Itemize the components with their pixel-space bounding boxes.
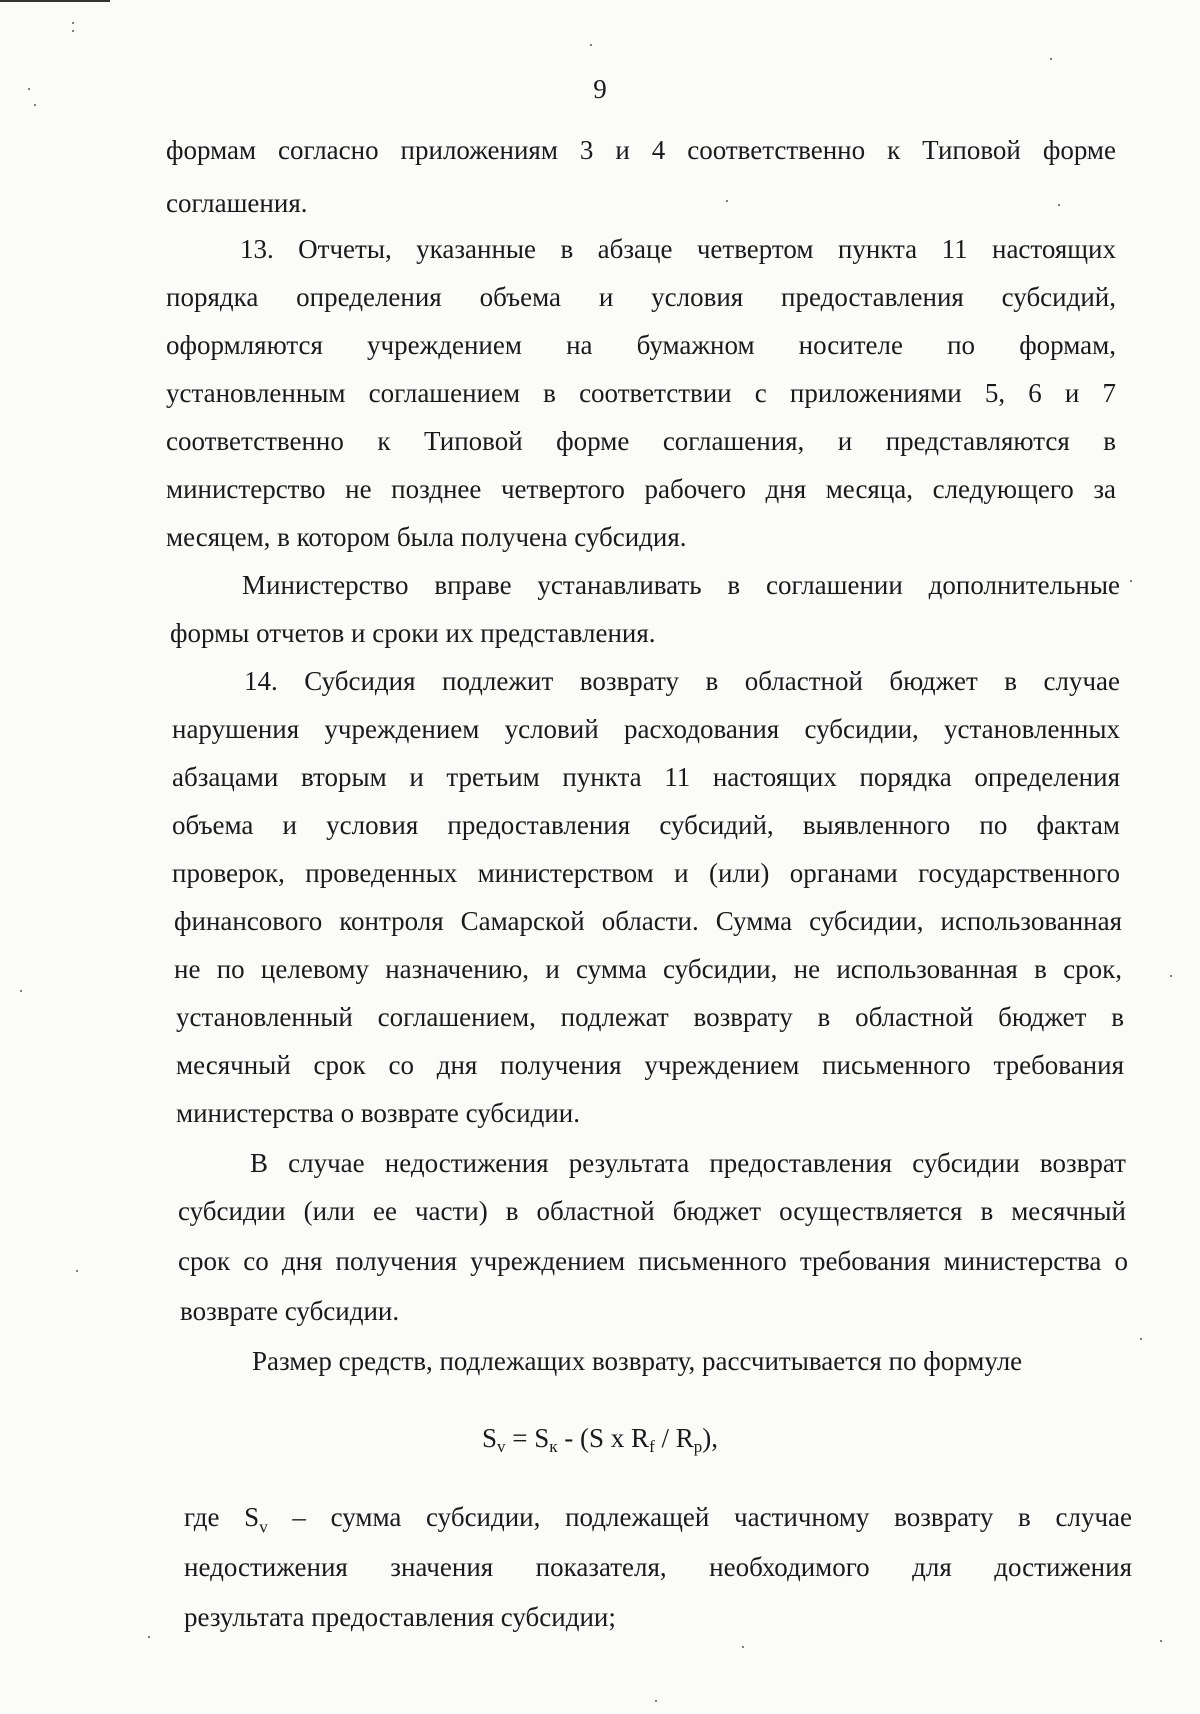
- text-line: где $S_v$ – сумма субсидии, подлежащей частичному возврату в случае: [184, 1502, 1133, 1537]
- text-line: 14. Субсидия подлежит возврату в областной бюджет в случае: [244, 666, 1120, 696]
- scan-speck: [1058, 204, 1060, 206]
- text-line: возврате субсидии.: [180, 1296, 400, 1326]
- text-line: министерства о возврате субсидии.: [176, 1098, 580, 1128]
- text-line: субсидии (или ее части) в областной бюджет осуществляется в месячный: [178, 1196, 1126, 1226]
- text-line: Министерство вправе устанавливать в соглашении дополнительные: [242, 570, 1120, 600]
- scan-edge-line: [0, 0, 110, 2]
- text-line: установленный соглашением, подлежат возврату в областной бюджет в: [176, 1002, 1124, 1032]
- scan-speck: [1050, 58, 1052, 60]
- text-line: нарушения учреждением условий расходования субсидии, установленных: [172, 714, 1120, 744]
- text-line: не по целевому назначению, и сумма субсидии, не использованная в срок,: [174, 954, 1122, 984]
- text-line: установленным соглашением в соответствии с приложениями 5, 6 и 7: [166, 378, 1116, 408]
- text-line: порядка определения объема и условия предоставления субсидий,: [166, 282, 1116, 312]
- scan-speck: [72, 22, 74, 24]
- formula: $S_v = S_к - (S$ x $R_f / R_p$),: [481, 1423, 718, 1456]
- scan-speck: [148, 1636, 150, 1638]
- scan-speck: [34, 104, 36, 106]
- page-number: 9: [593, 74, 607, 104]
- text-line: оформляются учреждением на бумажном носителе по формам,: [166, 330, 1116, 360]
- text-line: месячный срок со дня получения учреждением письменного требования: [176, 1050, 1124, 1080]
- text-line: недостижения значения показателя, необходимого для достижения: [184, 1552, 1132, 1582]
- scan-speck: [726, 200, 728, 202]
- text-line: формам согласно приложениям 3 и 4 соответственно к Типовой форме: [166, 135, 1116, 165]
- text-line: месяцем, в котором была получена субсидия.: [166, 522, 687, 552]
- scan-speck: [1140, 1338, 1142, 1340]
- text-line: финансового контроля Самарской области. Сумма субсидии, использованная: [174, 906, 1122, 936]
- scan-speck: [1130, 580, 1132, 582]
- scan-speck: [1170, 975, 1172, 977]
- text-line: В случае недостижения результата предоставления субсидии возврат: [250, 1148, 1126, 1178]
- scan-speck: [72, 30, 74, 32]
- scan-speck: [28, 88, 30, 90]
- scan-speck: [1160, 1640, 1162, 1642]
- scan-speck: [655, 1700, 657, 1702]
- text-line: абзацами вторым и третьим пункта 11 настоящих порядка определения: [172, 762, 1120, 792]
- scan-speck: [742, 1646, 744, 1648]
- text-line: срок со дня получения учреждением письменного требования министерства о: [178, 1246, 1128, 1276]
- text-line: формы отчетов и сроки их представления.: [170, 618, 656, 648]
- text-line: 13. Отчеты, указанные в абзаце четвертом пункта 11 настоящих: [240, 234, 1116, 264]
- scan-speck: [76, 1270, 78, 1272]
- text-line: соответственно к Типовой форме соглашения, и представляются в: [166, 426, 1116, 456]
- scan-speck: [20, 990, 22, 992]
- text-line: объема и условия предоставления субсидий, выявленного по фактам: [172, 810, 1120, 840]
- scan-speck: [590, 44, 592, 46]
- text-line: проверок, проведенных министерством и (или) органами государственного: [172, 858, 1120, 888]
- text-line: Размер средств, подлежащих возврату, рассчитывается по формуле: [252, 1346, 1023, 1376]
- text-line: результата предоставления субсидии;: [184, 1602, 616, 1632]
- text-line: министерство не позднее четвертого рабочего дня месяца, следующего за: [166, 474, 1116, 504]
- text-line: соглашения.: [166, 188, 308, 218]
